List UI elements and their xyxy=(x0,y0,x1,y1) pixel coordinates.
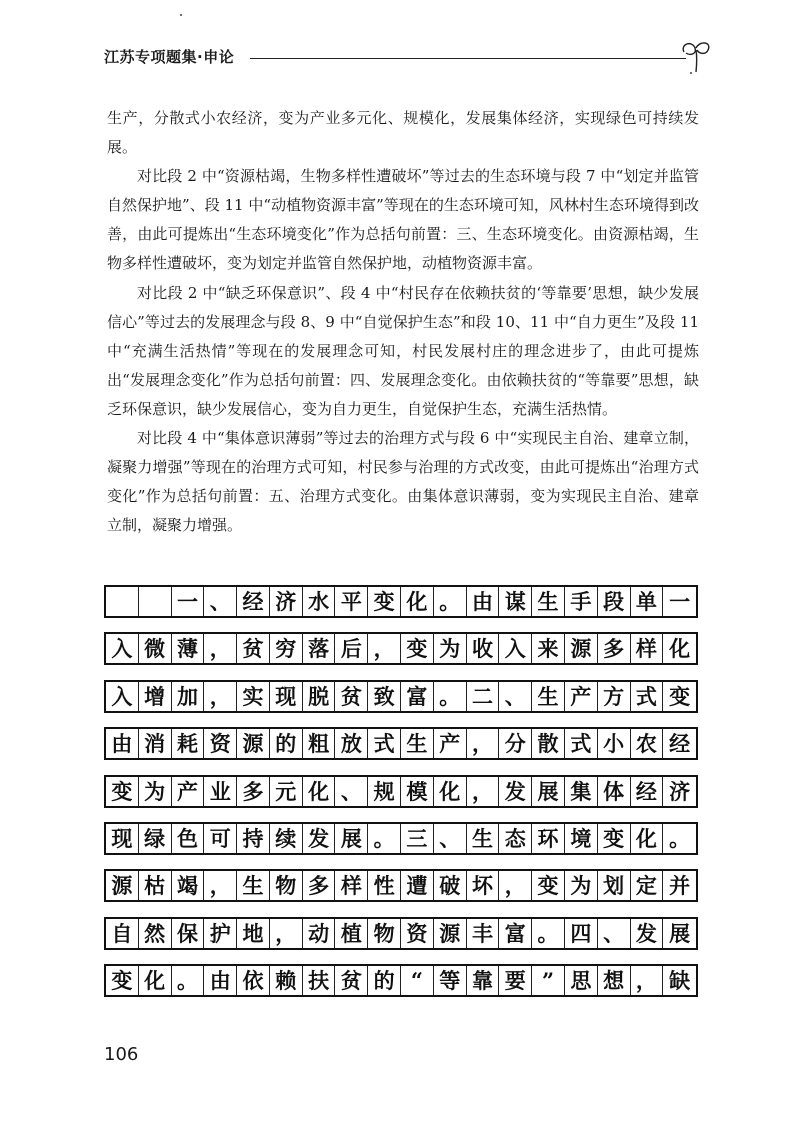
page-number: 106 xyxy=(104,1044,139,1065)
grid-cell: ， xyxy=(631,966,664,995)
grid-cell: 地 xyxy=(237,919,270,948)
grid-cell: 资 xyxy=(204,729,237,758)
grid-cell: 生 xyxy=(532,587,565,616)
grid-cell: 富 xyxy=(499,919,532,948)
grid-cell: 济 xyxy=(270,587,303,616)
grid-cell: 模 xyxy=(401,777,434,806)
grid-cell: 经 xyxy=(631,777,664,806)
grid-cell: 放 xyxy=(335,729,368,758)
grid-cell: 业 xyxy=(204,777,237,806)
grid-cell: 破 xyxy=(434,871,467,900)
grid-cell: 粗 xyxy=(303,729,336,758)
grid-cell: 变 xyxy=(598,824,631,853)
book-title: 江苏专项题集·申论 xyxy=(104,48,235,66)
grid-cell: 性 xyxy=(368,871,401,900)
grid-cell: “ xyxy=(401,966,434,995)
grid-row xyxy=(104,632,698,665)
grid-cell: 持 xyxy=(237,824,270,853)
grid-cell: 样 xyxy=(335,871,368,900)
grid-cell: 。 xyxy=(368,824,401,853)
grid-cell: 化 xyxy=(669,636,691,662)
grid-cell: 化 xyxy=(139,966,172,995)
grid-cell: 化 xyxy=(401,587,434,616)
grid-row xyxy=(104,585,698,618)
grid-cell: 脱 xyxy=(303,682,336,711)
grid-cell: 可 xyxy=(204,824,237,853)
grid-row xyxy=(104,869,698,902)
grid-cell: 动 xyxy=(303,919,336,948)
header-rule xyxy=(250,58,686,59)
grid-cell: 为 xyxy=(565,871,598,900)
grid-cell: 等 xyxy=(434,966,467,995)
paragraph: 对比段 2 中“资源枯竭，生物多样性遭破坏”等过去的生态环境与段 7 中“划定并监管自然保护地”、段 11 中“动植物资源丰富”等现在的生态环境可知，风林村生态环境得到改善，由此可提炼出“生态环境变化”作为总括句前置：三、生态环境变化。由资源枯竭，生物多样性遭破坏，变为划定并监管自然保护地，动植物资源丰富。 xyxy=(107,167,699,273)
grid-cell: ， xyxy=(270,919,303,948)
grid-cell: 散 xyxy=(532,729,565,758)
grid-cell: 薄 xyxy=(172,634,205,663)
grid-cell: 落 xyxy=(303,634,336,663)
grid-cell: 变 xyxy=(106,966,139,995)
grid-cell: 贫 xyxy=(237,634,270,663)
grid-cell: 段 xyxy=(598,587,631,616)
grid-cell: 展 xyxy=(532,777,565,806)
grid-row xyxy=(104,822,698,855)
grid-cell: 。 xyxy=(172,966,205,995)
grid-cell: 经 xyxy=(669,731,691,757)
grid-cell: ， xyxy=(467,777,500,806)
grid-cell: ， xyxy=(499,871,532,900)
grid-cell: 缺 xyxy=(669,968,691,994)
grid-row xyxy=(104,727,698,760)
grid-cell: 生 xyxy=(237,871,270,900)
grid-cell: 态 xyxy=(499,824,532,853)
grid-cell: 谋 xyxy=(499,587,532,616)
grid-cell: 手 xyxy=(565,587,598,616)
grid-cell: ， xyxy=(467,729,500,758)
grid-cell: 致 xyxy=(368,682,401,711)
grid-cell: 。 xyxy=(434,587,467,616)
grid-cell: 。 xyxy=(532,919,565,948)
grid-cell: 化 xyxy=(434,777,467,806)
grid-row xyxy=(104,680,698,713)
grid-cell xyxy=(139,587,172,616)
grid-cell: ” xyxy=(532,966,565,995)
grid-cell: 现 xyxy=(106,824,139,853)
grid-cell: 贫 xyxy=(335,682,368,711)
answer-grid xyxy=(104,585,698,1012)
paragraph: 生产，分散式小农经济，变为产业多元化、规模化，发展集体经济，实现绿色可持续发展。 xyxy=(107,109,699,157)
grid-cell: 扶 xyxy=(303,966,336,995)
grid-cell: 变 xyxy=(106,777,139,806)
grid-cell: 由 xyxy=(204,966,237,995)
grid-cell: 现 xyxy=(270,682,303,711)
grid-cell: 发 xyxy=(631,919,664,948)
grid-cell: 物 xyxy=(368,919,401,948)
speck xyxy=(690,72,692,74)
grid-cell: 、 xyxy=(499,682,532,711)
grid-cell: 保 xyxy=(172,919,205,948)
grid-row xyxy=(104,917,698,950)
grid-cell: 植 xyxy=(335,919,368,948)
grid-cell: 源 xyxy=(565,634,598,663)
running-header xyxy=(104,40,718,80)
grid-cell: 变 xyxy=(669,683,691,709)
grid-cell: 变 xyxy=(368,587,401,616)
grid-cell xyxy=(106,587,139,616)
grid-cell: 丰 xyxy=(467,919,500,948)
grid-cell: 由 xyxy=(467,587,500,616)
grid-cell: 依 xyxy=(237,966,270,995)
grid-cell: 生 xyxy=(532,682,565,711)
grid-cell: 多 xyxy=(237,777,270,806)
grid-cell: 式 xyxy=(565,729,598,758)
grid-cell: 的 xyxy=(368,966,401,995)
grid-cell: 一 xyxy=(172,587,205,616)
grid-cell: 产 xyxy=(172,777,205,806)
grid-row xyxy=(104,964,698,997)
grid-cell: 经 xyxy=(237,587,270,616)
grid-cell: 来 xyxy=(532,634,565,663)
speck xyxy=(180,14,182,16)
grid-cell: 入 xyxy=(499,634,532,663)
grid-cell: 环 xyxy=(532,824,565,853)
grid-cell: 后 xyxy=(335,634,368,663)
grid-cell: 并 xyxy=(669,873,691,899)
grid-cell: 。 xyxy=(669,825,691,851)
grid-cell: 集 xyxy=(565,777,598,806)
grid-cell: 化 xyxy=(303,777,336,806)
grid-cell: 式 xyxy=(631,682,664,711)
grid-cell: 要 xyxy=(499,966,532,995)
grid-cell: 变 xyxy=(401,634,434,663)
grid-cell: 平 xyxy=(335,587,368,616)
grid-cell: 枯 xyxy=(139,871,172,900)
grid-cell: 贫 xyxy=(335,966,368,995)
grid-cell: 穷 xyxy=(270,634,303,663)
grid-cell: 展 xyxy=(669,920,691,946)
grid-cell: 水 xyxy=(303,587,336,616)
grid-cell: 资 xyxy=(401,919,434,948)
grid-cell: 式 xyxy=(368,729,401,758)
grid-cell: 思 xyxy=(565,966,598,995)
grid-cell: 实 xyxy=(237,682,270,711)
paragraph: 对比段 4 中“集体意识薄弱”等过去的治理方式与段 6 中“实现民主自治、建章立制，凝聚力增强”等现在的治理方式可知，村民参与治理的方式改变，由此可提炼出“治理方式变化”作为总括句前置：五、治理方式变化。由集体意识薄弱，变为实现民主自治、建章立制，凝聚力增强。 xyxy=(107,429,699,535)
grid-cell: 物 xyxy=(270,871,303,900)
grid-cell: 遭 xyxy=(401,871,434,900)
grid-cell: 由 xyxy=(106,729,139,758)
grid-cell: 展 xyxy=(335,824,368,853)
grid-cell: 的 xyxy=(270,729,303,758)
grid-cell: 、 xyxy=(204,587,237,616)
grid-cell: 护 xyxy=(204,919,237,948)
grid-cell: 化 xyxy=(631,824,664,853)
grid-cell: 入 xyxy=(106,682,139,711)
grid-cell: 多 xyxy=(598,634,631,663)
grid-cell: 产 xyxy=(565,682,598,711)
grid-cell: 想 xyxy=(598,966,631,995)
grid-cell: 定 xyxy=(631,871,664,900)
grid-cell: ， xyxy=(204,871,237,900)
paragraph: 对比段 2 中“缺乏环保意识”、段 4 中“村民存在依赖扶贫的‘等靠要’思想，缺少发展信心”等过去的发展理念与段 8、9 中“自觉保护生态”和段 10、11 中“自力更生”及段 11 中“充满生活热情”等现在的发展理念可知，村民发展村庄的理念进步了，由此可提炼出“发展理念变化”作为总括句前置：四、发展理念变化。由依赖扶贫的“等靠要”思想，缺乏环保意识，缺少发展信心，变为自力更生，自觉保护生态，充满生活热情。 xyxy=(107,283,699,418)
grid-cell: 靠 xyxy=(467,966,500,995)
grid-cell: 源 xyxy=(237,729,270,758)
grid-cell: 微 xyxy=(139,634,172,663)
grid-cell: 、 xyxy=(598,919,631,948)
grid-cell: 发 xyxy=(303,824,336,853)
grid-cell: 境 xyxy=(565,824,598,853)
grid-cell: 小 xyxy=(598,729,631,758)
grid-cell: ， xyxy=(368,634,401,663)
grid-cell: 坏 xyxy=(467,871,500,900)
grid-cell: 耗 xyxy=(172,729,205,758)
sprout-icon xyxy=(678,40,718,74)
grid-cell: 增 xyxy=(139,682,172,711)
grid-cell: 加 xyxy=(172,682,205,711)
grid-cell: 发 xyxy=(499,777,532,806)
grid-cell: 、 xyxy=(434,824,467,853)
grid-cell: 变 xyxy=(532,871,565,900)
grid-cell: 样 xyxy=(631,634,664,663)
grid-cell: 生 xyxy=(467,824,500,853)
grid-row xyxy=(104,775,698,808)
grid-cell: 农 xyxy=(631,729,664,758)
grid-cell: 划 xyxy=(598,871,631,900)
grid-cell: 单 xyxy=(631,587,664,616)
grid-cell: 续 xyxy=(270,824,303,853)
grid-cell: ， xyxy=(204,682,237,711)
grid-cell: 生 xyxy=(401,729,434,758)
grid-cell: ， xyxy=(204,634,237,663)
grid-cell: 规 xyxy=(368,777,401,806)
grid-cell: 方 xyxy=(598,682,631,711)
grid-cell: 富 xyxy=(401,682,434,711)
grid-cell: 为 xyxy=(434,634,467,663)
grid-cell: 元 xyxy=(270,777,303,806)
grid-cell: 绿 xyxy=(139,824,172,853)
grid-cell: 济 xyxy=(669,778,691,804)
grid-cell: 然 xyxy=(139,919,172,948)
grid-cell: 色 xyxy=(172,824,205,853)
grid-cell: 产 xyxy=(434,729,467,758)
grid-cell: 、 xyxy=(335,777,368,806)
grid-cell: 竭 xyxy=(172,871,205,900)
grid-cell: 多 xyxy=(303,871,336,900)
grid-cell: 四 xyxy=(565,919,598,948)
grid-cell: 一 xyxy=(669,589,691,614)
grid-cell: 三 xyxy=(401,824,434,853)
grid-cell: 体 xyxy=(598,777,631,806)
grid-cell: 自 xyxy=(106,919,139,948)
grid-cell: 。 xyxy=(434,682,467,711)
grid-cell: 分 xyxy=(499,729,532,758)
grid-cell: 赖 xyxy=(270,966,303,995)
grid-cell: 源 xyxy=(434,919,467,948)
grid-cell: 消 xyxy=(139,729,172,758)
grid-cell: 源 xyxy=(106,871,139,900)
grid-cell: 为 xyxy=(139,777,172,806)
grid-cell: 二 xyxy=(467,682,500,711)
grid-cell: 收 xyxy=(467,634,500,663)
explanation-text xyxy=(107,104,699,540)
grid-cell: 入 xyxy=(106,634,139,663)
